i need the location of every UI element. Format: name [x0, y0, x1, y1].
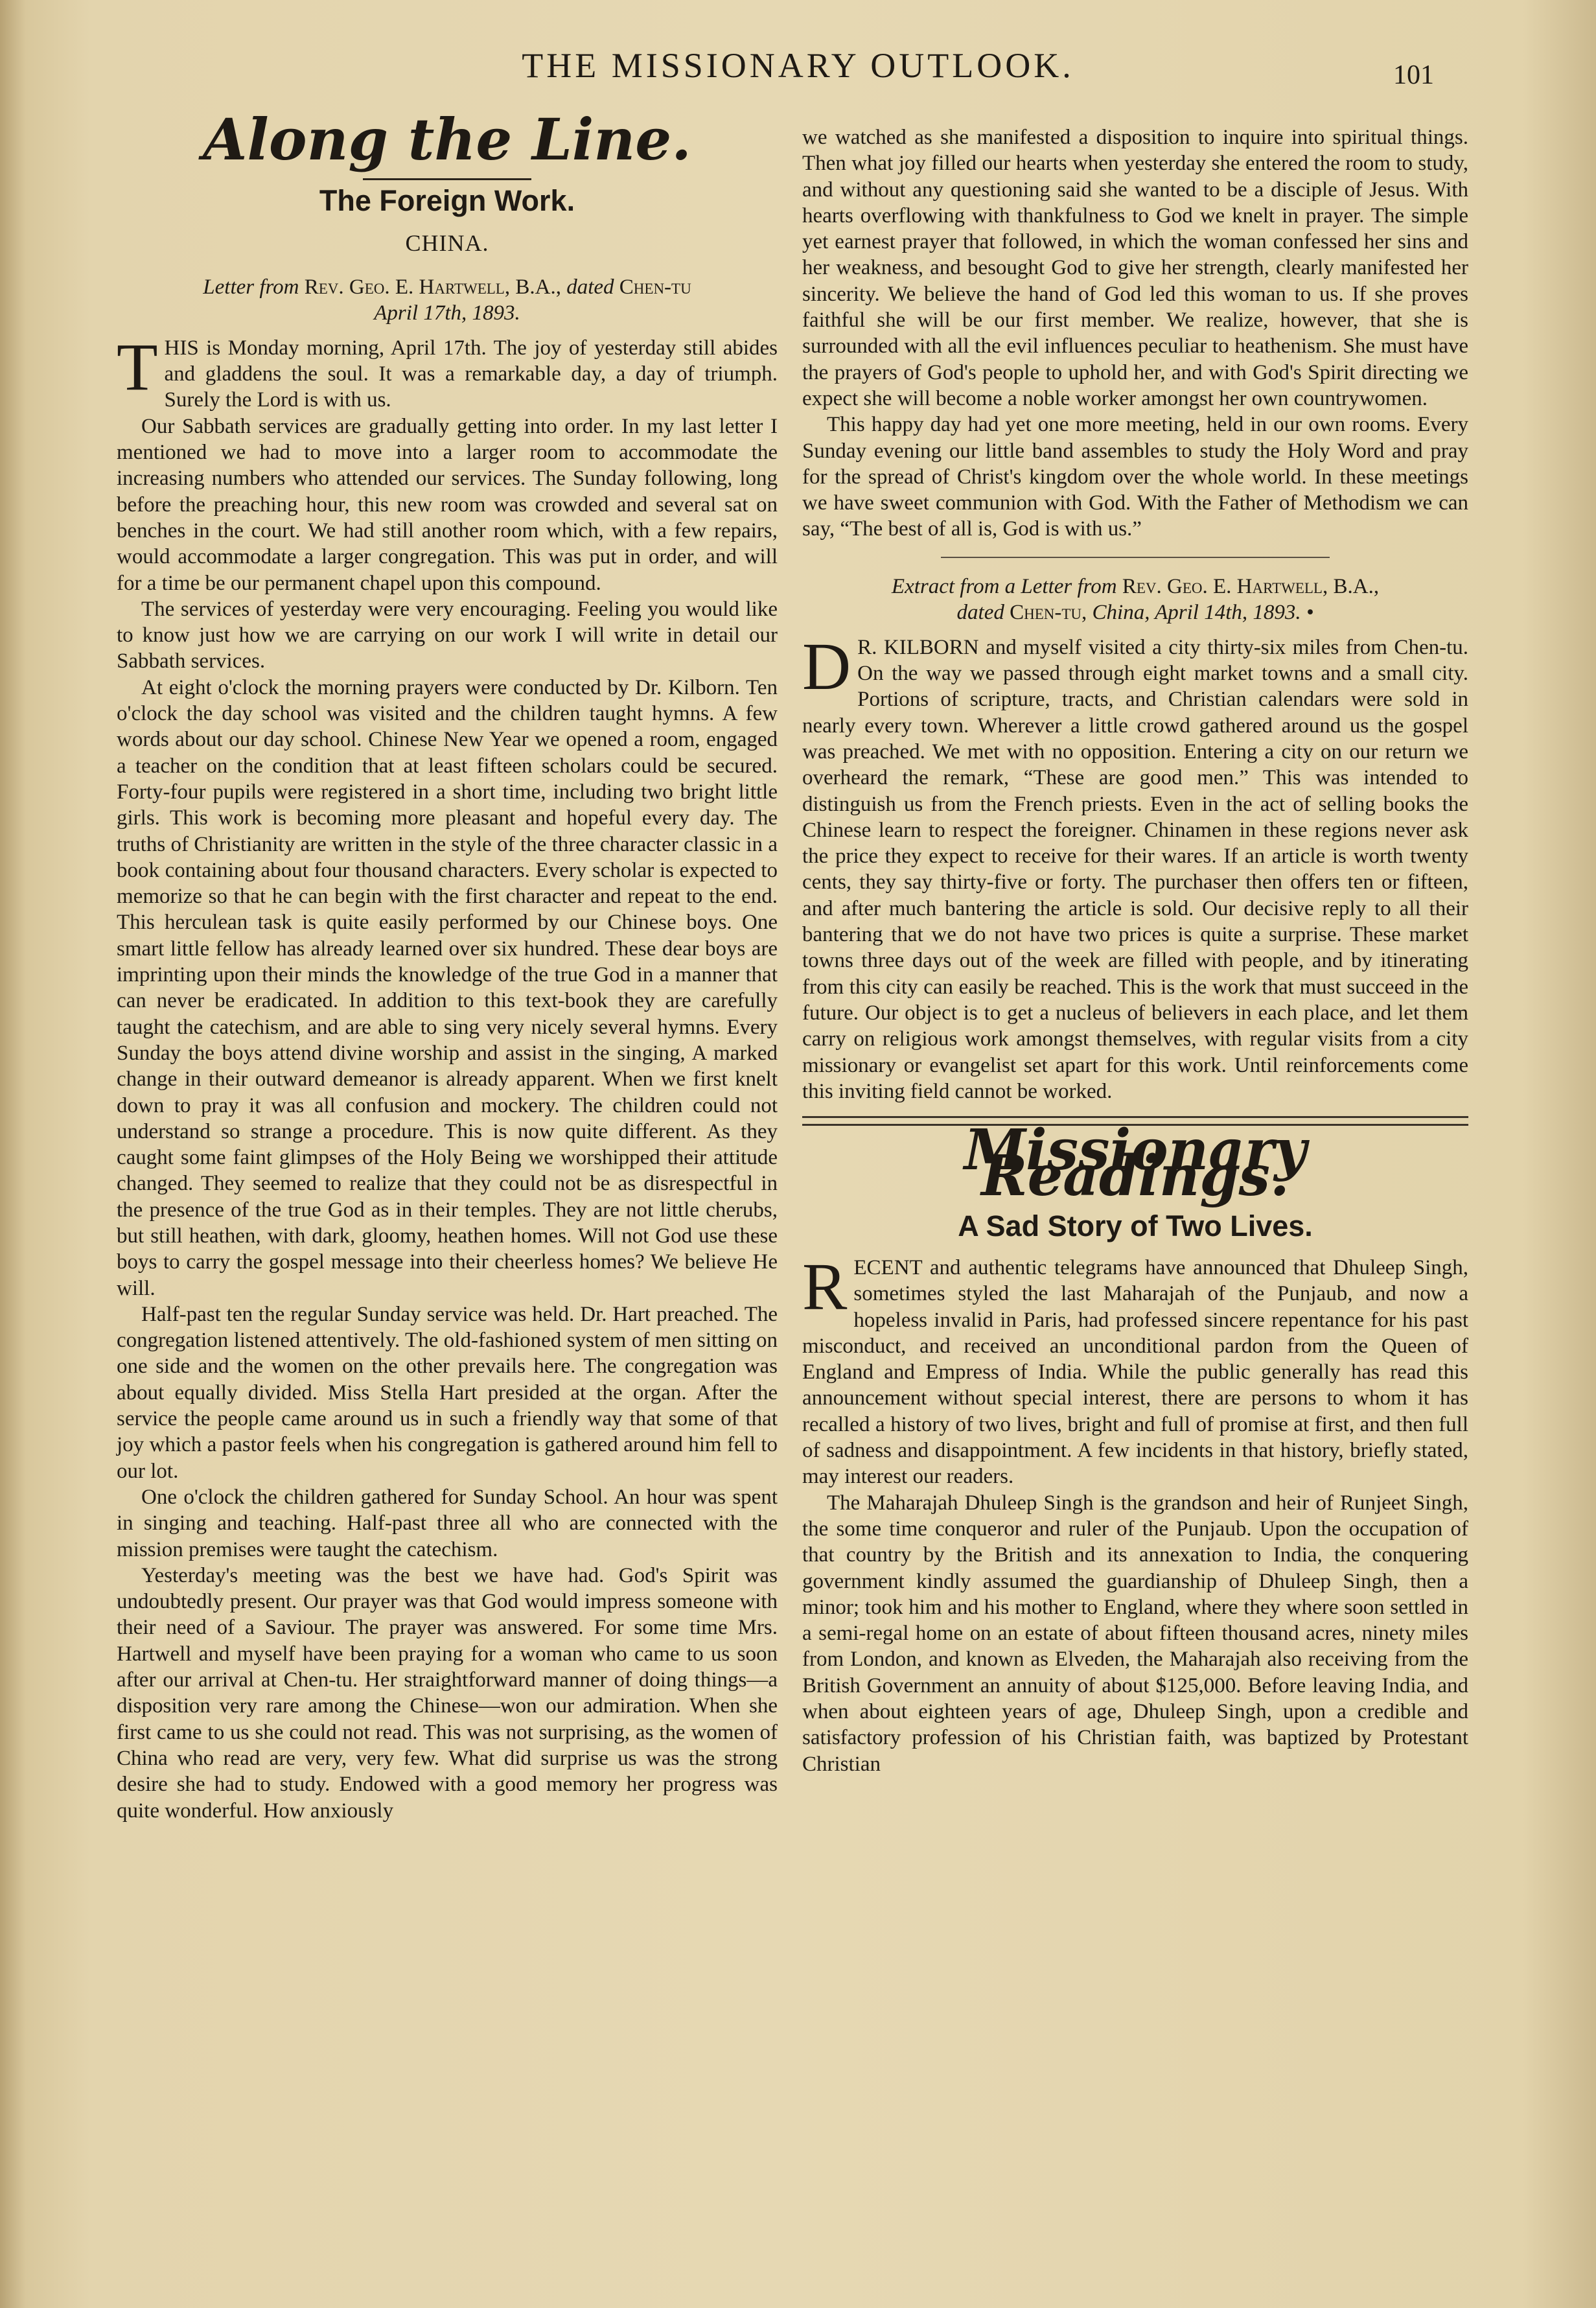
- paragraph: Yesterday's meeting was the best we have had. God's Spirit was undoubtedly present. Our prayer was that God would impress someone with their need of a Saviour. The prayer was answered. For some time Mrs. Hartwell and myself have been praying for a woman who came to us soon after our arrival at Chen-tu. Her straightforward manner of doing things—a disposition very rare among the Chinese—won our admiration. When she first came to us she could not read. This was not surprising, as the women of China who read are very, very few. What did surprise us was the strong desire she had to study. Endowed with a good memory her progress was quite wonderful. How anxiously: [117, 1563, 778, 1823]
- paragraph: we watched as she manifested a disposition to inquire into spiritual things. Then what joy filled our hearts when yesterday she entered the room to study, and without any questioning said she wanted to be a disciple of Jesus. With hearts overflowing with thankfulness to God we knelt in prayer. The simple yet earnest prayer that followed, in which the woman confessed her sins and her weakness, and besought God to give her strength, clearly manifested her sincerity. We believe the hand of God led this woman to us. If she proves faithful she will be our first member. We realize, however, that she is surrounded with all the evil influences peculiar to heathenism. She must have the prayers of God's people to uphold her, and with God's Spirit directing we expect she will become a noble worker amongst her own countrywomen.: [802, 126, 1468, 410]
- paragraph-text: R. KILBORN and myself visited a city thirty-six miles from Chen-tu. On the way we passed through eight market towns and a small city. Portions of scripture, tracts, and Christian calendars were sold in nearly every town. Wherever a little crowd gathered around us the gospel was preached. We met with no opposition. Entering a city on our return we overheard the remark, “These are good men.” This was intended to distinguish us from the French priests. Even in the act of selling books the Chinese learn to respect the foreigner. Chinamen in these regions never ask the price they expect to receive for their wares. If an article is worth twenty cents, they say thirty-five or forty. The purchaser then offers ten or fifteen, and after much bantering the article is sold. Our decisive reply to all their bantering that we do not have two prices is quite a surprise. These market towns three days out of the week are filled with people, and by itinerating from this city can easily be reached. This is the work that must succeed in the future. Our object is to get a nucleus of believers in each place, and let them carry on religious work amongst themselves, with regular visits from a city missionary or evangelist set apart for this work. Until reinforcements come this inviting field cannot be worked.: [802, 635, 1468, 1103]
- paragraph: At eight o'clock the morning prayers were conducted by Dr. Kilborn. Ten o'clock the day school was visited and the children taught hymns. A few words about our day school. Chinese New Year we opened a room, engaged a teacher on the condition that at least fifteen scholars could be secured. Forty-four pupils were registered in a short time, including two bright little girls. This work is becoming more pleasant and hopeful every day. The truths of Christianity are written in the style of the three character classic in a book containing about four thousand characters. Every scholar is expected to memorize so that he can begin with the first character and repeat to the end. This herculean task is quite easily performed by our Chinese boys. One smart little fellow has already learned over six hundred. These dear boys are imprinting upon their minds the knowledge of the true God in a manner that can never be eradicated. In addition to this text-book they are carefully taught the catechism, and are able to sing very nicely several hymns. Every Sunday the boys attend divine worship and assist in the singing, A marked change in their outward demeanor is already apparent. When we first knelt down to pray it was all confusion and mockery. The children could not understand so strange a procedure. This is now quite different. As they caught some faint glimpses of the Holy Being we worshipped their attitude changed. They seemed to realize that they could not be as disrespectful in the presence of the true God as in their temples. They are not little cherubs, but still heathen, with dark, gloomy, heathen homes. Will not God use these boys to carry the gospel message into their cheerless homes? We believe He will.: [117, 675, 778, 1300]
- letter-byline: [802, 574, 1468, 625]
- bullet-mark: •: [1306, 600, 1314, 624]
- byline-place: Chen-tu,: [1010, 600, 1087, 624]
- page-number: 101: [1393, 60, 1434, 90]
- paragraph: This happy day had yet one more meeting, held in our own rooms. Every Sunday evening our little band assembles to study the Holy Word and pray for the spread of Christ's kingdom over the whole world. In these meetings we have sweet communion with God. With the Father of Methodism we can say, “The best of all is, God is with us.”: [802, 413, 1468, 541]
- section-title: The Foreign Work.: [319, 184, 575, 218]
- byline-author: Rev. Geo. E. Hartwell, B.A.,: [1122, 574, 1380, 598]
- letter-byline: [117, 274, 778, 326]
- byline-part: Extract from a Letter from: [891, 574, 1122, 598]
- paragraph: One o'clock the children gathered for Sunday School. An hour was spent in singing and teaching. Half-past three all who are connected with the mission premises were taught the catechism.: [117, 1485, 778, 1561]
- section-banner: Missionary Readings.: [964, 1117, 1307, 1209]
- paragraph: The services of yesterday were very encouraging. Feeling you would like to know just how we are carrying on our work I will write in detail our Sabbath services.: [117, 597, 778, 673]
- paragraph: [117, 329, 778, 414]
- paragraph: [802, 1249, 1468, 1490]
- paragraph: Our Sabbath services are gradually getting into order. In my last letter I mentioned we had to move into a larger room to accommodate the increasing numbers who attended our services. The Sunday following, long before the preaching hour, this new room was crowded and several sat on benches in the court. We had still another room which, with a few repairs, would accommodate a larger congregation. This was put in order, and will for a time be our permanent chapel upon this compound.: [117, 414, 778, 595]
- running-header: THE MISSIONARY OUTLOOK.: [522, 46, 1074, 85]
- paragraph-text: ECENT and authentic telegrams have announced that Dhuleep Singh, sometimes styled the last Maharajah of the Punjaub, and now a hopeless invalid in Paris, had professed sincere repentance for his past misconduct, and received an unconditional pardon from the Queen of England and Empress of India. While the public generally has read this announcement without special interest, there are persons to whom it has recalled a history of two lives, bright and full of promise at first, and then full of sadness and disappointment. A few incidents in that history, briefly stated, may interest our readers.: [802, 1255, 1468, 1489]
- paragraph: Half-past ten the regular Sunday service was held. Dr. Hart preached. The congregation listened attentively. The old-fashioned system of men sitting on one side and the women on the other prevails here. The congregation was about equally divided. Miss Stella Hart presided at the organ. After the service the people came around us in such a friendly way that some of that joy which a pastor feels when his congregation is gathered around him fell to our lot.: [117, 1302, 778, 1483]
- byline-part: dated: [561, 275, 619, 299]
- drop-cap: D: [802, 629, 851, 704]
- paragraph: [802, 629, 1468, 1104]
- article-title: A Sad Story of Two Lives.: [958, 1209, 1313, 1242]
- right-column: [802, 124, 1468, 1777]
- byline-date: April 17th, 1893.: [374, 301, 520, 325]
- byline-part: Letter from: [203, 275, 305, 299]
- byline-place: Chen-tu: [619, 275, 691, 299]
- byline-part: dated: [956, 600, 1010, 624]
- section-banner: Along the Line.: [203, 106, 691, 173]
- left-column: [117, 106, 778, 1824]
- byline-date: China, April 14th, 1893.: [1087, 600, 1301, 624]
- drop-cap: R: [802, 1249, 848, 1324]
- byline-author: Rev. Geo. E. Hartwell, B.A.,: [304, 275, 561, 299]
- divider: [941, 557, 1330, 558]
- divider: [363, 178, 531, 180]
- paragraph: The Maharajah Dhuleep Singh is the grandson and heir of Runjeet Singh, the some time conqueror and ruler of the Punjaub. Upon the occupation of that country by the British and its annexation to India, the conquering government kindly assumed the guardianship of Dhuleep Singh, then a minor; took him and his mother to England, where they where soon settled in a semi-regal home on an estate of about fifteen thousand acres, ninety miles from London, and known as Elveden, the Maharajah also receiving from the British Government an annuity of about $125,000. Before leaving India, and when about eighteen years of age, Dhuleep Singh, upon a credible and satisfactory profession of his Christian faith, was baptized by Protestant Christian: [802, 1491, 1468, 1776]
- subsection-title: CHINA.: [405, 229, 489, 256]
- drop-cap: T: [117, 329, 158, 404]
- paragraph-text: HIS is Monday morning, April 17th. The joy of yesterday still abides and gladdens the soul. It was a remarkable day, a day of triumph. Surely the Lord is with us.: [164, 336, 778, 412]
